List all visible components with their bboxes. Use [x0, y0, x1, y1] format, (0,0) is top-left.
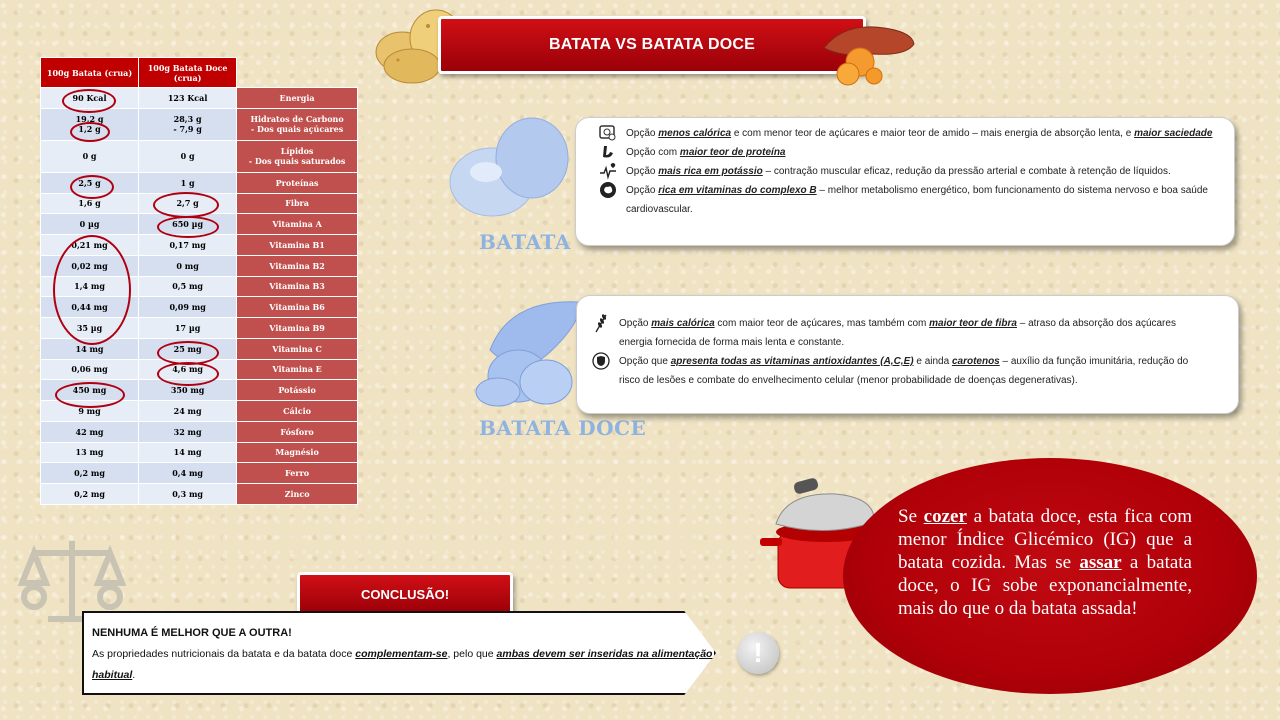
cell-batata-doce: 32 mg: [139, 421, 237, 442]
glycemic-index-note: Se cozer a batata doce, esta fica com menor Índice Glicémico (IG) que a batata cozida. Mas se assar a batata doce, o IG sobe exponancialmente, mais do que o da batata assada!: [898, 506, 1192, 619]
cozer-word: cozer: [923, 506, 967, 527]
cell-nutrient: Vitamina B1: [237, 235, 358, 256]
cell-batata-doce: 0 mg: [139, 255, 237, 276]
batata-label: BATATA: [479, 230, 571, 254]
cell-batata-doce: 14 mg: [139, 442, 237, 463]
cell-batata-doce: 0 g: [139, 140, 237, 172]
page-title: BATATA VS BATATA DOCE: [438, 16, 866, 74]
batata-doce-info-box: [576, 295, 1239, 414]
highlight-circle: [55, 382, 125, 408]
muscle-icon: [598, 143, 618, 161]
info-line: [591, 352, 1208, 390]
cell-batata-doce: 0,5 mg: [139, 276, 237, 297]
cell-batata-doce: 17 µg: [139, 318, 237, 339]
conclusion-content: [92, 623, 728, 686]
heartbeat-icon: [598, 162, 618, 180]
cell-nutrient: Vitamina B9: [237, 318, 358, 339]
cell-batata: 0,21 mg: [41, 235, 139, 256]
cell-nutrient: Ferro: [237, 463, 358, 484]
info-line: [598, 143, 1214, 162]
highlight-circle: [157, 216, 219, 238]
cell-nutrient: Energia: [237, 88, 358, 109]
highlight-circle: [153, 192, 219, 218]
info-line-text: Opção rica em vitaminas do complexo B – melhor metabolismo energético, bom funcionamento do sistema nervoso e boa saúde cardiovascular.: [626, 185, 1208, 215]
cell-batata: 0 µg: [41, 214, 139, 235]
cell-batata: 35 µg: [41, 318, 139, 339]
cell-nutrient: Zinco: [237, 484, 358, 505]
info-line-text: Opção com maior teor de proteína: [626, 147, 786, 158]
cell-batata: 90 Kcal: [41, 88, 139, 109]
cell-batata-doce: 650 µg: [139, 214, 237, 235]
highlight-circle: [70, 122, 110, 142]
highlight-circle: [70, 175, 114, 199]
sweet-potato-blue-illustration: [470, 292, 590, 412]
cell-batata: 1,4 mg: [41, 276, 139, 297]
cell-batata-doce: 0,17 mg: [139, 235, 237, 256]
cell-nutrient: Vitamina B3: [237, 276, 358, 297]
cell-nutrient: Magnésio: [237, 442, 358, 463]
header-batata-doce: 100g Batata Doce (crua): [139, 58, 237, 88]
conclusion-header: CONCLUSÃO!: [297, 572, 513, 616]
cell-nutrient: Fósforo: [237, 421, 358, 442]
sweet-potato-illustration: [814, 14, 918, 86]
cell-nutrient: Proteínas: [237, 172, 358, 193]
info-line: [598, 162, 1214, 181]
info-line: [598, 124, 1214, 143]
cell-nutrient: Lípidos - Dos quais saturados: [237, 140, 358, 172]
cell-batata: 450 mg: [41, 380, 139, 401]
header-blank: [237, 58, 358, 88]
shield-icon: [591, 352, 611, 370]
scale-icon: [598, 124, 618, 142]
cell-batata: 19,2 g 1,2 g: [41, 108, 139, 140]
table-row: [41, 442, 358, 463]
cell-batata: 13 mg: [41, 442, 139, 463]
cell-batata: 0,06 mg: [41, 359, 139, 380]
info-line-text: Opção que apresenta todas as vitaminas antioxidantes (A,C,E) e ainda carotenos – auxílio da função imunitária, redução do risco de lesões e combate do envelhecimento celular (menor probabilidade de doenças degenerativas).: [619, 356, 1189, 386]
cell-nutrient: Cálcio: [237, 401, 358, 422]
cell-batata-doce: 0,3 mg: [139, 484, 237, 505]
batata-info-box: [575, 117, 1235, 246]
cell-batata-doce: 0,09 mg: [139, 297, 237, 318]
cell-batata: 1,6 g: [41, 193, 139, 214]
highlight-circle: [157, 362, 219, 386]
batata-doce-label: BATATA DOCE: [479, 416, 647, 440]
cell-nutrient: Hidratos de Carbono - Dos quais açúcares: [237, 108, 358, 140]
cell-batata: 0,2 mg: [41, 463, 139, 484]
cell-nutrient: Vitamina B2: [237, 255, 358, 276]
cell-batata-doce: 4,6 mg: [139, 359, 237, 380]
cell-nutrient: Potássio: [237, 380, 358, 401]
cell-batata-doce: 24 mg: [139, 401, 237, 422]
batata-doce-info-list: [577, 296, 1238, 390]
cell-batata: 0,44 mg: [41, 297, 139, 318]
cell-nutrient: Vitamina E: [237, 359, 358, 380]
cell-batata: 0 g: [41, 140, 139, 172]
info-line-text: Opção mais calórica com maior teor de açúcares, mas também com maior teor de fibra – atraso da absorção dos açúcares energia fornecida de forma mais lenta e constante.: [619, 318, 1176, 348]
cell-batata-doce: 1 g: [139, 172, 237, 193]
cell-batata-doce: 28,3 g - 7,9 g: [139, 108, 237, 140]
info-line-text: Opção mais rica em potássio – contração muscular eficaz, redução da pressão arterial e combate à retenção de líquidos.: [626, 166, 1171, 177]
table-row: [41, 484, 358, 505]
assar-word: assar: [1079, 552, 1122, 573]
info-line: [591, 314, 1208, 352]
exclamation-icon: !: [737, 632, 779, 674]
cell-batata-doce: 0,4 mg: [139, 463, 237, 484]
cell-batata: 42 mg: [41, 421, 139, 442]
cell-batata-doce: 123 Kcal: [139, 88, 237, 109]
cell-nutrient: Fibra: [237, 193, 358, 214]
info-line-text: Opção menos calórica e com menor teor de açúcares e maior teor de amido – mais energia de absorção lenta, e maior saciedade: [626, 128, 1213, 139]
table-row: [41, 421, 358, 442]
cell-batata: 9 mg: [41, 401, 139, 422]
cell-batata-doce: 25 mg: [139, 338, 237, 359]
cell-nutrient: Vitamina B6: [237, 297, 358, 318]
brain-icon: [598, 181, 618, 199]
cell-batata-doce: 2,7 g: [139, 193, 237, 214]
cell-batata-doce: 350 mg: [139, 380, 237, 401]
info-line: [598, 181, 1214, 219]
cell-nutrient: Vitamina C: [237, 338, 358, 359]
conclusion-text: As propriedades nutricionais da batata e da batata doce complementam-se, pelo que ambas devem ser inseridas na alimentação habitual.: [92, 648, 713, 681]
potato-blue-illustration: [446, 114, 576, 224]
cell-nutrient: Vitamina A: [237, 214, 358, 235]
table-row: [41, 140, 358, 172]
highlight-circle: [62, 89, 116, 113]
cell-batata: 14 mg: [41, 338, 139, 359]
table-row: [41, 463, 358, 484]
batata-info-list: [576, 118, 1234, 219]
conclusion-title: NENHUMA É MELHOR QUE A OUTRA!: [92, 627, 292, 639]
cell-batata: 0,02 mg: [41, 255, 139, 276]
cell-batata: 0,2 mg: [41, 484, 139, 505]
header-batata: 100g Batata (crua): [41, 58, 139, 88]
highlight-circle: [53, 235, 131, 345]
wheat-icon: [591, 314, 611, 332]
cell-batata: 2,5 g: [41, 172, 139, 193]
